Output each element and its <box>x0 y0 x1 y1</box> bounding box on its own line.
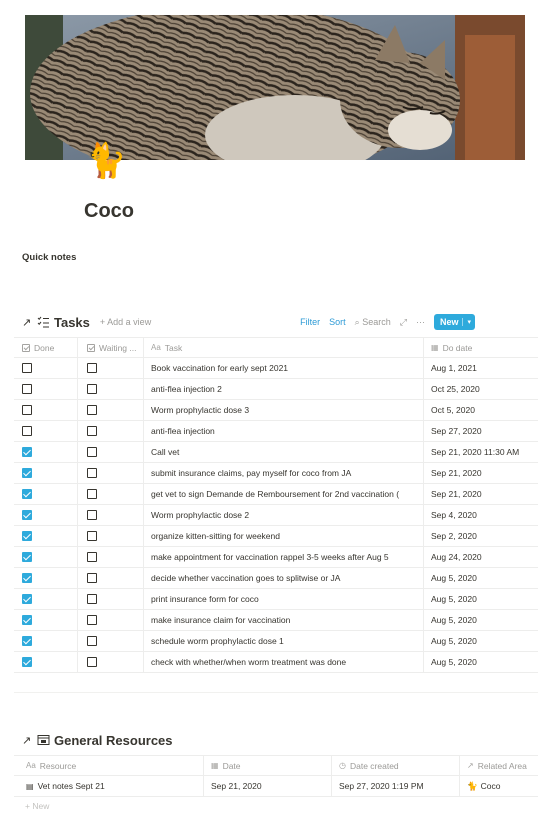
column-header-related-area[interactable]: ↗ Related Area <box>467 760 527 771</box>
table-row[interactable] <box>14 652 538 673</box>
column-header-date[interactable]: ▦ Date <box>204 756 332 775</box>
waiting-checkbox[interactable] <box>87 468 97 478</box>
more-options-icon[interactable]: ··· <box>415 317 425 327</box>
add-view-button[interactable]: + Add a view <box>99 317 152 327</box>
done-checkbox[interactable] <box>22 405 32 415</box>
resources-db-header <box>22 730 538 750</box>
do-date[interactable]: Sep 4, 2020 <box>431 510 477 520</box>
task-title[interactable]: make insurance claim for vaccination <box>144 610 424 630</box>
done-checkbox[interactable] <box>22 531 32 541</box>
table-row[interactable] <box>14 442 538 463</box>
table-row[interactable] <box>14 379 538 400</box>
waiting-checkbox[interactable] <box>87 384 97 394</box>
done-checkbox[interactable] <box>22 363 32 373</box>
relation-arrow-icon: ↗ <box>467 761 474 770</box>
column-header-waiting[interactable]: Waiting ... <box>78 338 144 357</box>
table-row[interactable] <box>14 547 538 568</box>
done-checkbox[interactable] <box>22 510 32 520</box>
title-property-icon: Aa <box>151 343 161 352</box>
waiting-checkbox[interactable] <box>87 363 97 373</box>
cat-icon: 🐈 <box>467 780 478 791</box>
done-checkbox[interactable] <box>22 384 32 394</box>
table-row[interactable] <box>14 400 538 421</box>
add-new-row-button[interactable]: + New <box>25 801 50 811</box>
do-date[interactable]: Aug 5, 2020 <box>431 615 477 625</box>
waiting-checkbox[interactable] <box>87 426 97 436</box>
table-row[interactable] <box>14 505 538 526</box>
column-header-do-date[interactable]: ▦ Do date <box>431 342 473 353</box>
task-title[interactable]: anti-flea injection 2 <box>144 379 424 399</box>
done-checkbox[interactable] <box>22 594 32 604</box>
done-checkbox[interactable] <box>22 552 32 562</box>
done-checkbox[interactable] <box>22 489 32 499</box>
done-checkbox[interactable] <box>22 426 32 436</box>
related-area-link[interactable]: 🐈 Coco <box>467 780 501 791</box>
new-button[interactable]: New ▾ <box>434 314 475 330</box>
done-checkbox[interactable] <box>22 636 32 646</box>
checkbox-property-icon <box>87 344 95 352</box>
quick-notes-text[interactable]: Quick notes <box>22 252 77 263</box>
calendar-icon: ▦ <box>431 343 439 352</box>
do-date[interactable]: Sep 2, 2020 <box>431 531 477 541</box>
waiting-checkbox[interactable] <box>87 531 97 541</box>
do-date[interactable]: Aug 1, 2021 <box>431 363 477 373</box>
resource-date-created: Sep 27, 2020 1:19 PM <box>332 776 460 796</box>
task-title[interactable]: organize kitten-sitting for weekend <box>144 526 424 546</box>
task-title[interactable]: make appointment for vaccination rappel 3-5 weeks after Aug 5 <box>144 547 424 567</box>
table-header-row <box>14 755 538 776</box>
calendar-icon: ▦ <box>211 761 219 770</box>
do-date[interactable]: Aug 5, 2020 <box>431 657 477 667</box>
task-title[interactable]: Worm prophylactic dose 2 <box>144 505 424 525</box>
column-header-done[interactable]: Done <box>14 338 78 357</box>
sort-button[interactable]: Sort <box>329 317 346 327</box>
do-date[interactable]: Aug 5, 2020 <box>431 594 477 604</box>
do-date[interactable]: Sep 21, 2020 <box>431 468 482 478</box>
table-row[interactable] <box>14 484 538 505</box>
title-property-icon: Aa <box>26 761 36 770</box>
do-date[interactable]: Sep 21, 2020 11:30 AM <box>431 447 520 457</box>
page-title[interactable]: Coco <box>84 200 134 222</box>
task-title[interactable]: Book vaccination for early sept 2021 <box>144 358 424 378</box>
task-title[interactable]: schedule worm prophylactic dose 1 <box>144 631 424 651</box>
done-checkbox[interactable] <box>22 657 32 667</box>
table-row[interactable] <box>14 589 538 610</box>
done-checkbox[interactable] <box>22 468 32 478</box>
done-checkbox[interactable] <box>22 615 32 625</box>
done-checkbox[interactable] <box>22 573 32 583</box>
waiting-checkbox[interactable] <box>87 636 97 646</box>
tasks-db-header <box>22 312 538 332</box>
resource-title[interactable]: Vet notes Sept 21 <box>37 781 105 791</box>
checkbox-property-icon <box>22 344 30 352</box>
table-row[interactable] <box>14 568 538 589</box>
page-icon-cat[interactable] <box>84 140 126 182</box>
do-date[interactable]: Aug 5, 2020 <box>431 573 477 583</box>
table-row[interactable] <box>14 776 538 797</box>
column-header-resource[interactable]: Aa Resource <box>14 756 204 775</box>
resource-date[interactable]: Sep 21, 2020 <box>204 776 332 796</box>
task-title[interactable]: Worm prophylactic dose 3 <box>144 400 424 420</box>
table-row[interactable] <box>14 610 538 631</box>
waiting-checkbox[interactable] <box>87 405 97 415</box>
table-row[interactable] <box>14 463 538 484</box>
expand-icon[interactable]: ⤢ <box>399 316 407 327</box>
waiting-checkbox[interactable] <box>87 615 97 625</box>
table-row[interactable] <box>14 421 538 442</box>
waiting-checkbox[interactable] <box>87 510 97 520</box>
cat-icon: 🐈 <box>84 142 127 180</box>
do-date[interactable]: Sep 27, 2020 <box>431 426 482 436</box>
open-link-arrow-icon[interactable]: ↗ <box>22 734 32 747</box>
search-icon: ⌕ <box>354 316 360 327</box>
waiting-checkbox[interactable] <box>87 447 97 457</box>
tasks-db-title[interactable]: Tasks <box>54 314 90 330</box>
table-row[interactable] <box>14 631 538 652</box>
do-date[interactable]: Oct 5, 2020 <box>431 405 475 415</box>
waiting-checkbox[interactable] <box>87 594 97 604</box>
waiting-checkbox[interactable] <box>87 552 97 562</box>
task-title[interactable]: get vet to sign Demande de Remboursement for 2nd vaccination ( <box>144 484 424 504</box>
table-row[interactable] <box>14 526 538 547</box>
clock-icon: ◷ <box>339 761 346 770</box>
window-icon <box>36 733 50 747</box>
cover-image <box>25 15 525 160</box>
open-link-arrow-icon[interactable]: ↗ <box>22 316 32 329</box>
do-date[interactable]: Aug 24, 2020 <box>431 552 482 562</box>
resources-table <box>14 755 538 797</box>
do-date[interactable]: Sep 21, 2020 <box>431 489 482 499</box>
task-title[interactable]: decide whether vaccination goes to splitwise or JA <box>144 568 424 588</box>
resources-db-title[interactable]: General Resources <box>54 732 173 748</box>
filter-button[interactable]: Filter <box>300 317 321 327</box>
column-header-date-created[interactable]: ◷ Date created <box>332 756 460 775</box>
waiting-checkbox[interactable] <box>87 489 97 499</box>
column-header-task[interactable]: Aa Task <box>144 338 424 357</box>
task-title[interactable]: print insurance form for coco <box>144 589 424 609</box>
table-row[interactable] <box>14 358 538 379</box>
do-date[interactable]: Oct 25, 2020 <box>431 384 480 394</box>
waiting-checkbox[interactable] <box>87 573 97 583</box>
tasks-table <box>14 337 538 673</box>
section-divider <box>14 692 538 693</box>
search-button[interactable]: ⌕ Search <box>354 316 391 327</box>
task-title[interactable]: anti-flea injection <box>144 421 424 441</box>
task-title[interactable]: Call vet <box>144 442 424 462</box>
chevron-down-icon[interactable]: ▾ <box>462 318 471 326</box>
document-icon: ▤ <box>26 781 34 791</box>
do-date[interactable]: Aug 5, 2020 <box>431 636 477 646</box>
table-header-row <box>14 337 538 358</box>
task-title[interactable]: submit insurance claims, pay myself for coco from JA <box>144 463 424 483</box>
task-title[interactable]: check with whether/when worm treatment was done <box>144 652 424 672</box>
waiting-checkbox[interactable] <box>87 657 97 667</box>
checklist-icon <box>36 315 50 329</box>
done-checkbox[interactable] <box>22 447 32 457</box>
